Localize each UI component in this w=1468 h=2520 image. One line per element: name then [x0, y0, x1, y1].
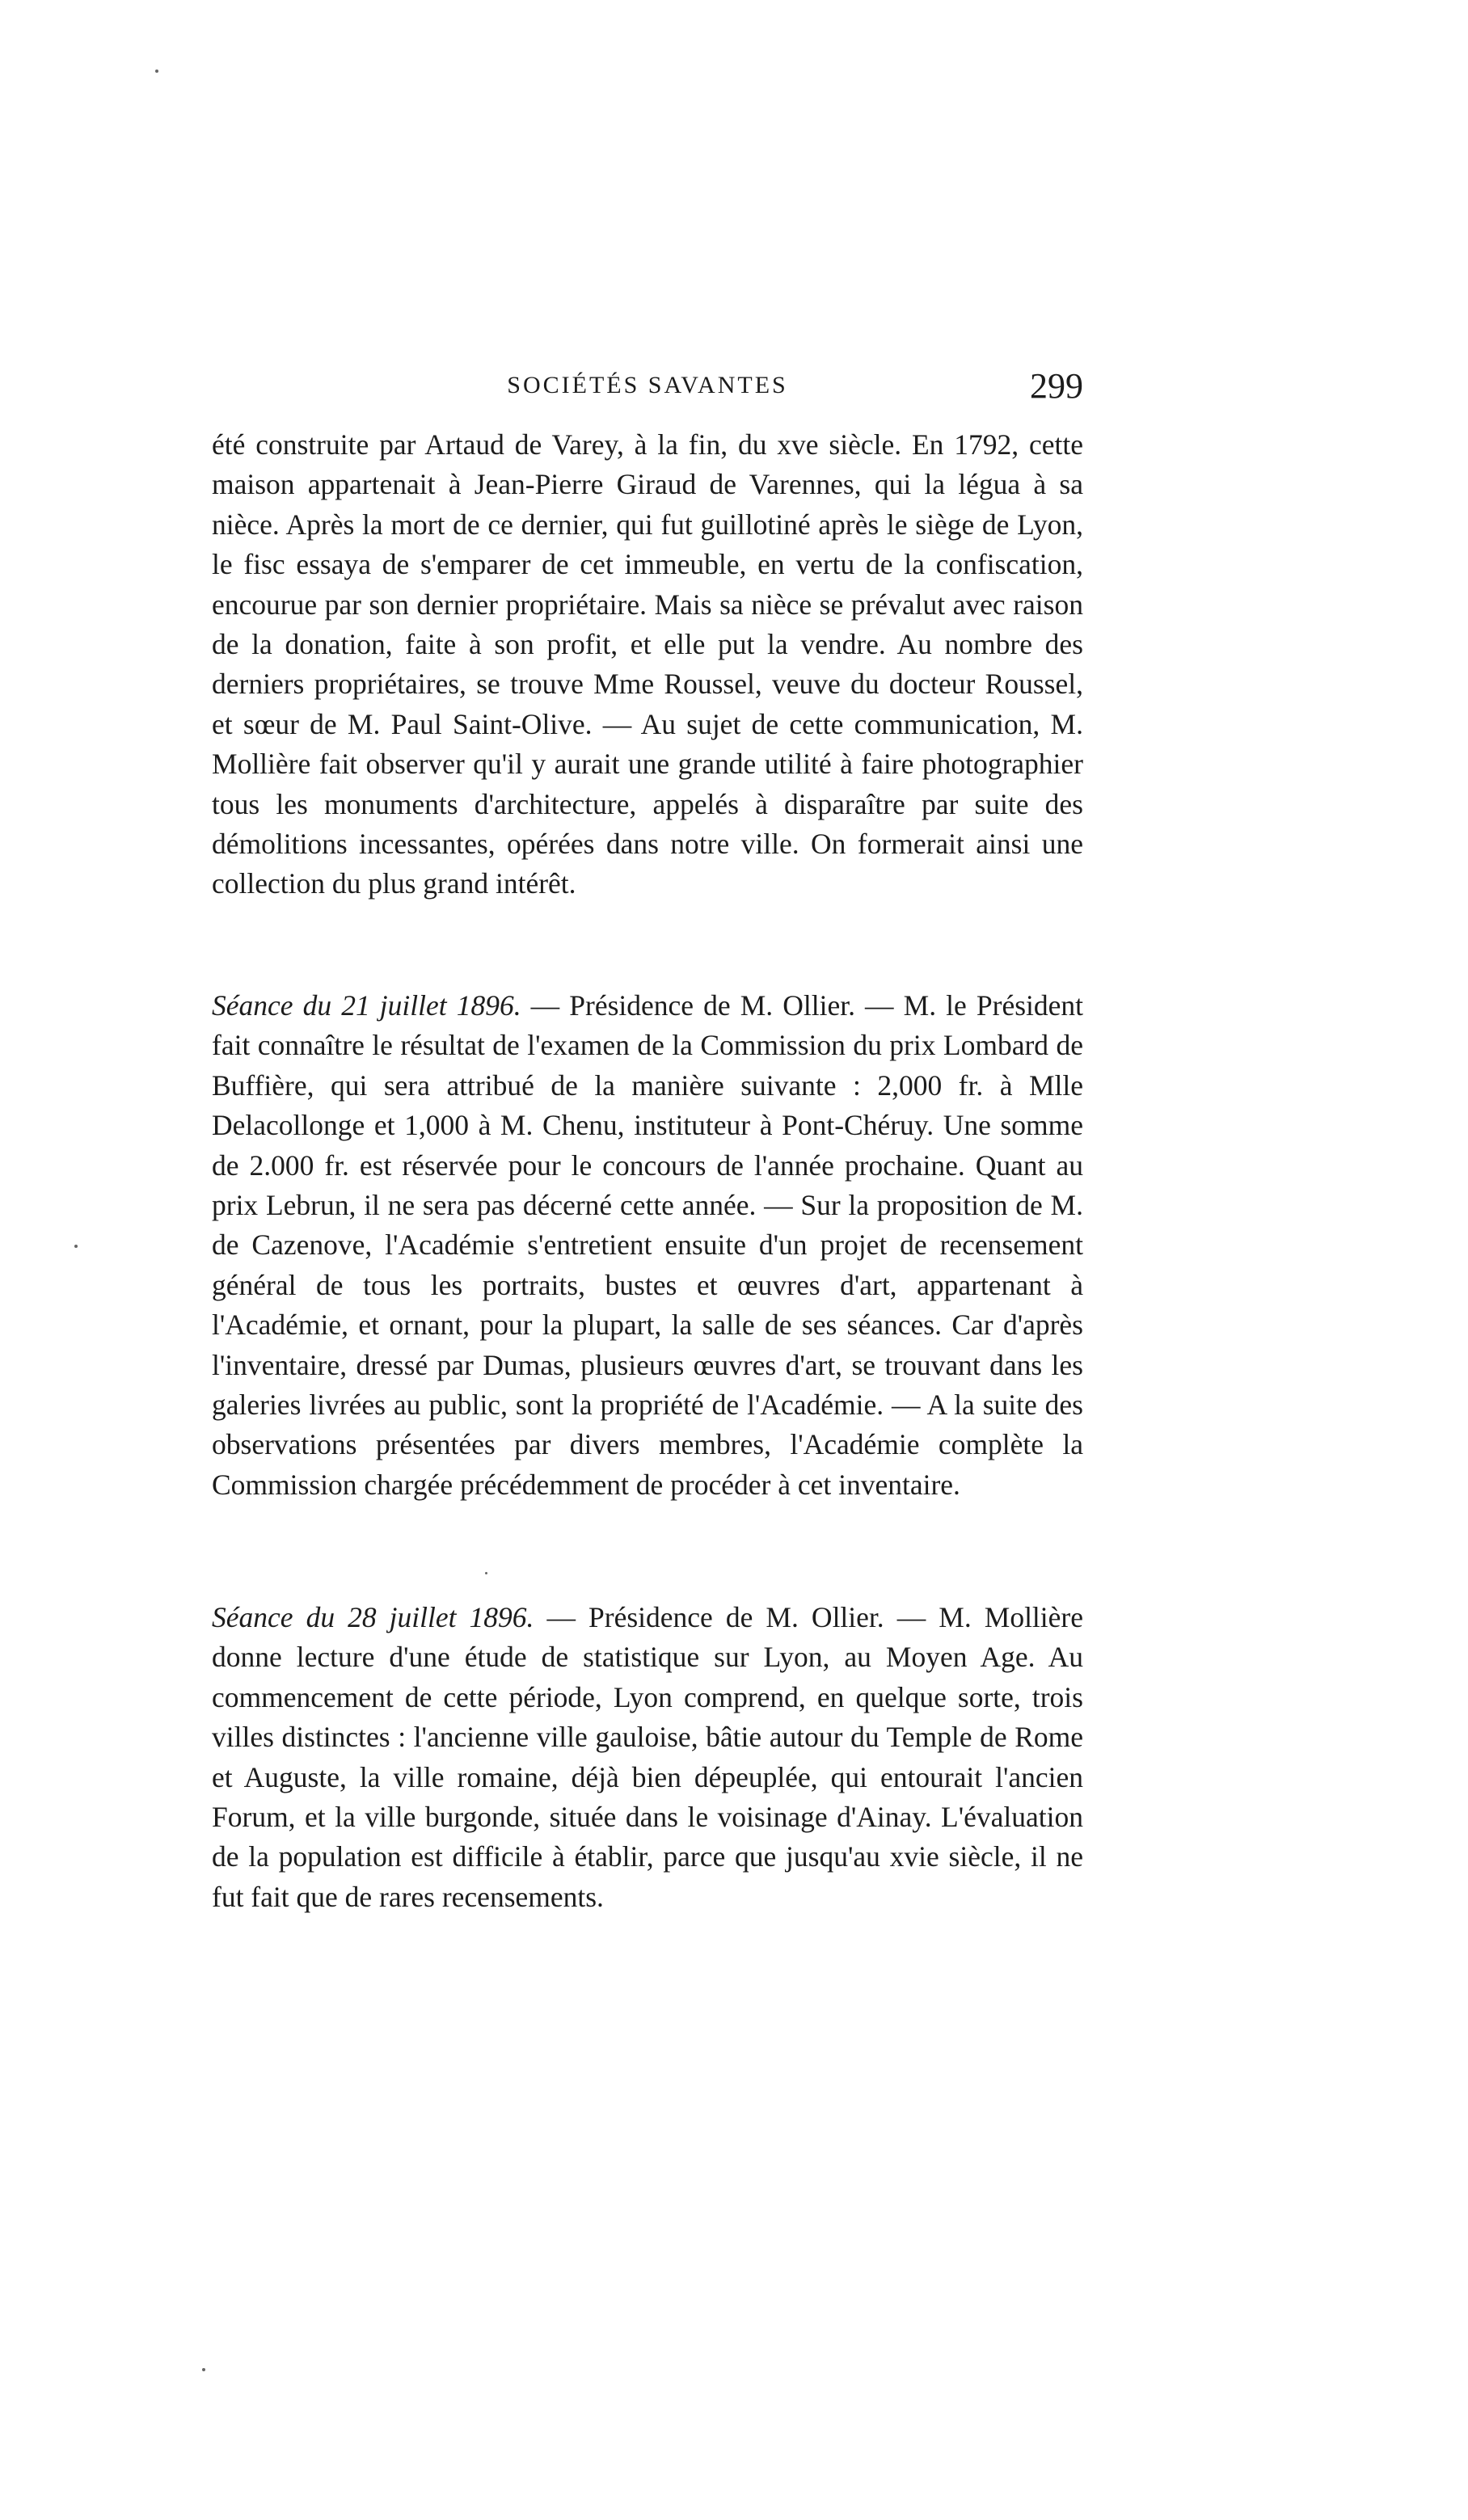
- running-head: SOCIÉTÉS SAVANTES: [507, 372, 788, 398]
- scan-speck: [202, 2368, 205, 2371]
- scan-speck: [155, 70, 158, 73]
- scan-speck: [485, 1572, 487, 1574]
- paragraph-seance-28-juillet: [212, 1598, 1083, 1917]
- page-header: [212, 365, 1083, 414]
- paragraph-text: — Présidence de M. Ollier. — M. le Président fait connaître le résultat de l'examen de la Commission du prix Lombard de Buffière, qui sera attribué de la manière suivante : 2,000 fr. à Mlle Delacollonge et 1,000 à M. Chenu, instituteur à Pont-Chéruy. Une somme de 2.000 fr. est réservée pour le concours de l'année prochaine. Quant au prix Lebrun, il ne sera pas décerné cette année. — Sur la proposition de M. de Cazenove, l'Académie s'entretient ensuite d'un projet de recensement général de tous les portraits, bustes et œuvres d'art, appartenant à l'Académie, et ornant, pour la plupart, la salle de ses séances. Car d'après l'inventaire, dressé par Dumas, plusieurs œuvres d'art, se trouvant dans les galeries livrées au public, sont la propriété de l'Académie. — A la suite des observations présentées par divers membres, l'Académie complète la Commission chargée précédemment de procéder à cet inventaire.: [212, 989, 1083, 1501]
- paragraph-continuation: [212, 425, 1083, 904]
- paragraph-text: été construite par Artaud de Varey, à la fin, du xve siècle. En 1792, cette maison appartenait à Jean-Pierre Giraud de Varennes, qui la légua à sa nièce. Après la mort de ce dernier, qui fut guillotiné après le siège de Lyon, le fisc essaya de s'emparer de cet immeuble, en vertu de la confiscation, encourue par son dernier propriétaire. Mais sa nièce se prévalut avec raison de la donation, faite à son profit, et elle put la vendre. Au nombre des derniers propriétaires, se trouve Mme Roussel, veuve du docteur Roussel, et sœur de M. Paul Saint-Olive. — Au sujet de cette communication, M. Mollière fait observer qu'il y aurait une grande utilité à faire photographier tous les monuments d'architecture, appelés à disparaître par suite des démolitions incessantes, opérées dans notre ville. On formerait ainsi une collection du plus grand intérêt.: [212, 428, 1083, 900]
- paragraph-text: — Présidence de M. Ollier. — M. Mollière donne lecture d'une étude de statistique sur Lyon, au Moyen Age. Au commencement de cette période, Lyon comprend, en quelque sorte, trois villes distinctes : l'ancienne ville gauloise, bâtie autour du Temple de Rome et Auguste, la ville romaine, déjà bien dépeuplée, qui entourait l'ancien Forum, et la ville burgonde, située dans le voisinage d'Ainay. L'évaluation de la population est difficile à établir, parce que jusqu'au xvie siècle, il ne fut fait que de rares recensements.: [212, 1601, 1083, 1913]
- paragraph-seance-21-juillet: [212, 986, 1083, 1505]
- scan-speck: [74, 1245, 78, 1248]
- paragraph-lead: Séance du 28 juillet 1896.: [212, 1601, 534, 1633]
- paragraph-lead: Séance du 21 juillet 1896.: [212, 989, 521, 1022]
- page-number: 299: [1030, 366, 1083, 406]
